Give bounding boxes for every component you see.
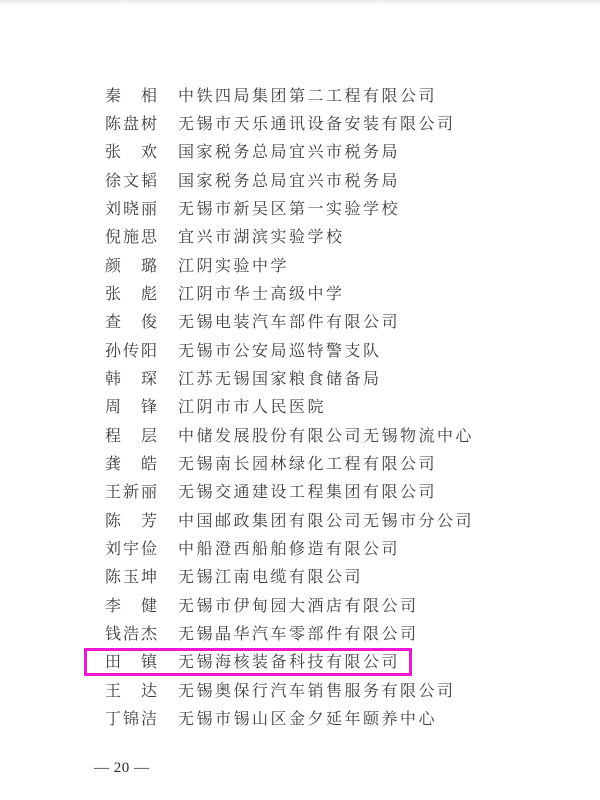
person-name: 颜 璐 xyxy=(105,257,160,275)
list-item xyxy=(0,224,600,252)
person-name: 龚 皓 xyxy=(105,456,160,474)
organization-name: 无锡电装汽车部件有限公司 xyxy=(178,314,401,332)
list-item xyxy=(0,281,600,309)
person-name: 王 达 xyxy=(105,682,160,700)
person-name: 田 镇 xyxy=(105,654,160,672)
organization-name: 宜兴市湖滨实验学校 xyxy=(178,229,345,247)
list-item xyxy=(0,678,600,706)
person-name: 倪施思 xyxy=(105,229,160,247)
organization-name: 江阴市华士高级中学 xyxy=(178,286,345,303)
list-item xyxy=(0,253,600,281)
organization-name: 国家税务总局宜兴市税务局 xyxy=(178,172,401,190)
organization-name: 中铁四局集团第二工程有限公司 xyxy=(178,87,438,105)
person-name: 孙传阳 xyxy=(105,342,160,360)
organization-name: 江阴市市人民医院 xyxy=(178,399,327,417)
organization-name: 无锡市锡山区金夕延年颐养中心 xyxy=(178,711,438,729)
organization-name: 无锡海核装备科技有限公司 xyxy=(178,654,401,672)
person-name: 张 欢 xyxy=(105,144,160,162)
person-name: 陈盘树 xyxy=(105,115,160,133)
organization-name: 无锡市天乐通讯设备安装有限公司 xyxy=(178,115,456,133)
person-name: 李 健 xyxy=(105,597,160,615)
person-name: 刘晓丽 xyxy=(105,200,160,218)
person-name: 秦 相 xyxy=(105,87,160,105)
list-item xyxy=(0,593,600,621)
list-item xyxy=(0,706,600,734)
list-item xyxy=(0,83,600,111)
person-name: 钱浩杰 xyxy=(105,626,160,644)
organization-name: 无锡市公安局巡特警支队 xyxy=(178,342,382,360)
organization-name: 无锡市伊甸园大酒店有限公司 xyxy=(178,597,419,615)
person-name: 韩 琛 xyxy=(105,371,160,389)
list-item xyxy=(0,564,600,592)
organization-name: 无锡南长园林绿化工程有限公司 xyxy=(178,456,438,474)
person-name: 陈 芳 xyxy=(105,512,160,530)
list-item xyxy=(0,423,600,451)
list-item xyxy=(0,111,600,139)
organization-name: 江阴实验中学 xyxy=(178,257,290,275)
list-item xyxy=(0,168,600,196)
list-item xyxy=(0,649,600,677)
recipient-list xyxy=(0,83,600,735)
organization-name: 国家税务总局宜兴市税务局 xyxy=(178,144,401,162)
organization-name: 中国邮政集团有限公司无锡市分公司 xyxy=(178,512,475,530)
list-item xyxy=(0,366,600,394)
organization-name: 无锡市新吴区第一实验学校 xyxy=(178,200,401,218)
organization-name: 无锡交通建设工程集团有限公司 xyxy=(178,484,438,502)
person-name: 陈玉坤 xyxy=(105,569,160,587)
organization-name: 中储发展股份有限公司无锡物流中心 xyxy=(178,427,475,445)
list-item xyxy=(0,621,600,649)
list-item xyxy=(0,139,600,167)
person-name: 刘宇俭 xyxy=(105,541,160,559)
organization-name: 无锡奥保行汽车销售服务有限公司 xyxy=(178,682,456,700)
list-item xyxy=(0,479,600,507)
organization-name: 江苏无锡国家粮食储备局 xyxy=(178,371,382,389)
list-item xyxy=(0,508,600,536)
person-name: 张 彪 xyxy=(105,286,160,303)
person-name: 周 锋 xyxy=(105,399,160,417)
list-item xyxy=(0,536,600,564)
organization-name: 中船澄西船舶修造有限公司 xyxy=(178,541,401,559)
person-name: 程 层 xyxy=(105,427,160,445)
list-item xyxy=(0,394,600,422)
scan-edge xyxy=(0,0,600,4)
person-name: 徐文韬 xyxy=(105,172,160,190)
person-name: 查 俊 xyxy=(105,314,160,332)
organization-name: 无锡晶华汽车零部件有限公司 xyxy=(178,626,419,644)
page-number: — 20 — xyxy=(94,760,150,776)
list-item xyxy=(0,309,600,337)
person-name: 丁锦洁 xyxy=(105,711,160,729)
organization-name: 无锡江南电缆有限公司 xyxy=(178,569,364,587)
list-item xyxy=(0,338,600,366)
list-item xyxy=(0,451,600,479)
person-name: 王新丽 xyxy=(105,484,160,502)
list-item xyxy=(0,196,600,224)
